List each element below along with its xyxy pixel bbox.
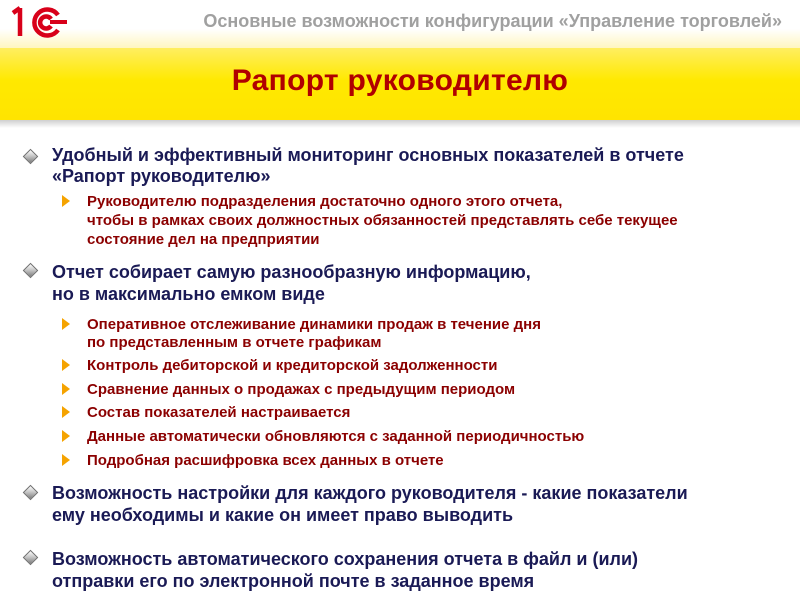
main-bullet-line: отправки его по электронной почте в заданное время (52, 571, 535, 591)
sub-bullet-line: Состав показателей настраивается (87, 404, 351, 421)
main-bullet-line: но в максимально емком виде (52, 284, 325, 304)
main-bullet (52, 145, 782, 187)
arrow-bullet-icon (62, 383, 70, 395)
sub-bullet-line: Подробная расшифровка всех данных в отчете (87, 452, 444, 469)
arrow-bullet-icon (62, 454, 70, 466)
sub-bullet (87, 452, 787, 470)
sub-bullet-line: по представленным в отчете графикам (87, 334, 382, 351)
sub-bullet-line: Руководителю подразделения достаточно одного этого отчета, (87, 193, 563, 210)
arrow-bullet-icon (62, 430, 70, 442)
main-bullet-line: Удобный и эффективный мониторинг основных показателей в отчете (52, 145, 684, 165)
main-bullet-line: «Рапорт руководителю» (52, 166, 271, 186)
sub-bullet (87, 428, 787, 446)
sub-bullet-line: чтобы в рамках своих должностных обязанностей представлять себе текущее (87, 212, 678, 229)
sub-bullet (87, 316, 787, 352)
header-title: Основные возможности конфигурации «Управление торговлей» (203, 11, 782, 31)
arrow-bullet-icon (62, 359, 70, 371)
arrow-bullet-icon (62, 406, 70, 418)
arrow-bullet-icon (62, 195, 70, 207)
sub-bullet (87, 192, 787, 249)
main-bullet (52, 548, 782, 592)
arrow-bullet-icon (62, 318, 70, 330)
slide-title: Рапорт руководителю (231, 64, 569, 97)
sub-bullet-line: Контроль дебиторской и кредиторской задолженности (87, 357, 498, 374)
sub-bullet-line: Оперативное отслеживание динамики продаж в течение дня (87, 316, 541, 333)
diamond-bullet-icon (23, 263, 39, 279)
diamond-bullet-icon (23, 485, 39, 501)
sub-bullet (87, 404, 787, 422)
main-bullet-line: Возможность настройки для каждого руководителя - какие показатели (52, 483, 688, 503)
sub-bullet-line: Сравнение данных о продажах с предыдущим периодом (87, 381, 516, 398)
sub-bullet-line: Данные автоматически обновляются с заданной периодичностью (87, 428, 585, 445)
main-bullet-line: Возможность автоматического сохранения отчета в файл и (или) (52, 549, 639, 569)
main-bullet-line: Отчет собирает самую разнообразную информацию, (52, 262, 531, 282)
sub-bullet (87, 357, 787, 375)
main-bullet (52, 482, 782, 526)
diamond-bullet-icon (23, 550, 39, 566)
main-bullet-line: ему необходимы и какие он имеет право выводить (52, 505, 514, 525)
sub-bullet-line: состояние дел на предприятии (87, 231, 320, 248)
diamond-bullet-icon (23, 149, 39, 165)
main-bullet (52, 261, 782, 305)
sub-bullet (87, 381, 787, 399)
